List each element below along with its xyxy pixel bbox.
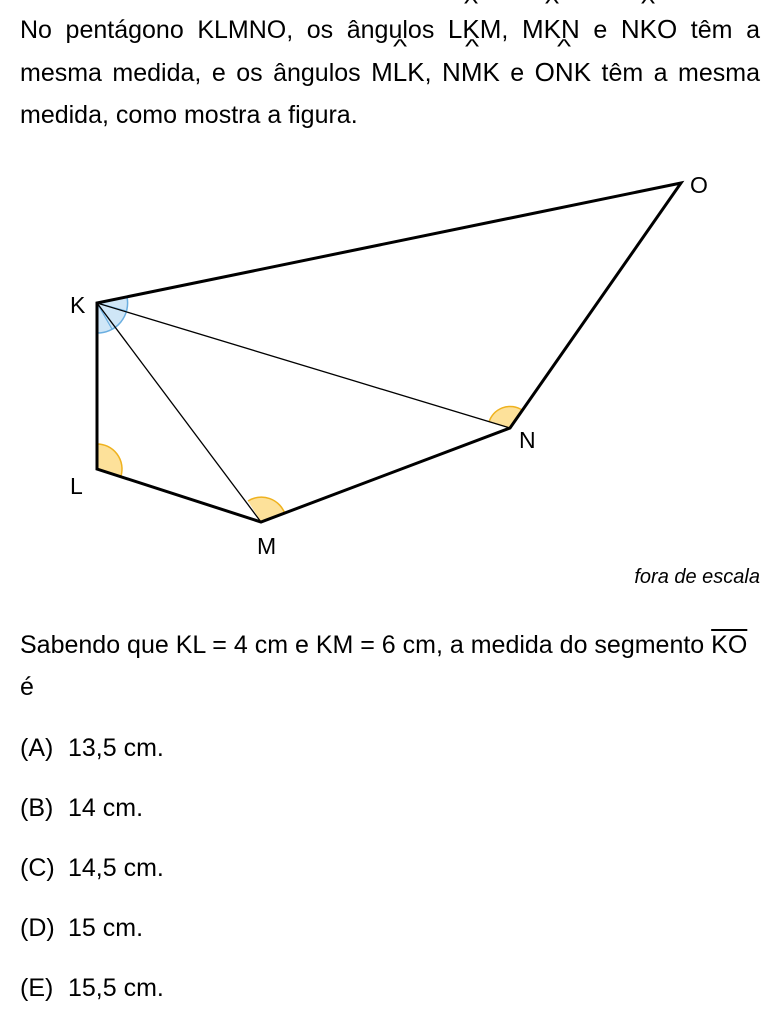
option-text: 15 cm.	[68, 914, 144, 942]
conjunction-2: e	[510, 59, 525, 87]
intro-text-1: No pentágono KLMNO, os ângulos	[20, 16, 435, 44]
option-text: 14,5 cm.	[68, 854, 164, 882]
vertex-label-k: K	[70, 292, 86, 318]
diagonal-kn	[97, 303, 510, 428]
intro-text-2: têm a mesma medida, e os ângulos	[20, 16, 760, 87]
segment-ko: $\overline{KO}$	[711, 631, 748, 659]
scale-note: fora de escala	[634, 566, 760, 588]
question-end: é	[20, 673, 34, 701]
option-letter: (E)	[20, 974, 54, 1002]
option-c[interactable]	[20, 848, 760, 908]
option-letter: (A)	[20, 734, 54, 762]
question-body: Sabendo que KL = 4 cm e KM = 6 cm, a medida do segmento	[20, 631, 705, 659]
option-letter: (D)	[20, 914, 55, 942]
angle-mlk: M^ LK	[371, 51, 424, 93]
option-a[interactable]	[20, 728, 760, 788]
question-text	[20, 624, 765, 708]
option-d[interactable]	[20, 908, 760, 968]
conjunction-1: e	[593, 16, 608, 44]
answer-options	[20, 728, 760, 1028]
option-text: 15,5 cm.	[68, 974, 164, 1002]
diagonal-km	[97, 303, 261, 522]
angle-lkm: L^ KM	[448, 8, 501, 50]
intro-text-3: têm a mesma medida, como mostra a figura.	[20, 59, 760, 129]
separator-1: ,	[501, 16, 509, 44]
angle-onk: O^ NK	[535, 51, 591, 93]
separator-2: ,	[424, 59, 432, 87]
option-text: 14 cm.	[68, 794, 144, 822]
option-e[interactable]	[20, 968, 760, 1028]
angle-nko: N^ KO	[621, 8, 677, 50]
pentagon-klmno	[97, 183, 681, 522]
option-letter: (C)	[20, 854, 55, 882]
angle-mkn: M^ KN	[522, 8, 580, 50]
option-letter: (B)	[20, 794, 54, 822]
vertex-label-m: M	[257, 533, 277, 559]
angle-nmk: N^ MK	[442, 51, 500, 93]
option-b[interactable]	[20, 788, 760, 848]
vertex-label-n: N	[519, 427, 536, 453]
vertex-label-o: O	[690, 172, 708, 198]
pentagon-figure	[0, 150, 780, 590]
vertex-label-l: L	[70, 473, 83, 499]
problem-statement	[20, 8, 760, 136]
option-text: 13,5 cm.	[68, 734, 164, 762]
